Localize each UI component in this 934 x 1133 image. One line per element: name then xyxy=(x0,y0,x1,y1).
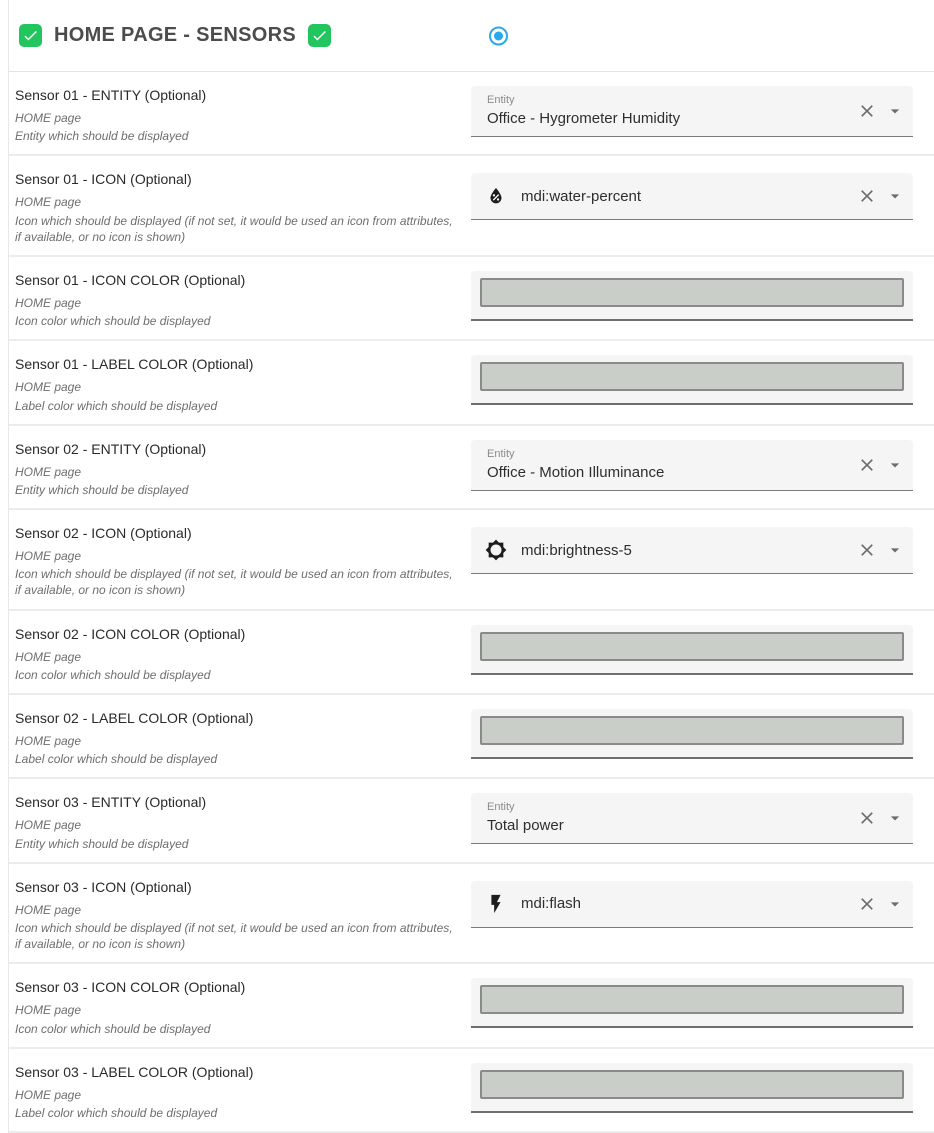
color-input[interactable] xyxy=(480,716,904,745)
color-input-wrap xyxy=(471,355,913,405)
radio-dot xyxy=(494,31,503,40)
row-text xyxy=(9,695,471,777)
row-title: Sensor 03 - ENTITY (Optional) xyxy=(15,794,207,811)
field-label: Entity xyxy=(487,801,515,814)
field-value: mdi:brightness-5 xyxy=(521,541,632,559)
icon-select[interactable] xyxy=(471,881,913,928)
field-value: mdi:water-percent xyxy=(521,187,642,205)
row-subtitle: HOME page xyxy=(15,464,82,479)
color-input-wrap xyxy=(471,271,913,321)
config-row xyxy=(9,611,934,695)
close-icon[interactable] xyxy=(857,808,877,828)
row-field xyxy=(471,510,913,609)
row-field xyxy=(471,964,913,1046)
row-field xyxy=(471,257,913,339)
row-subtitle: HOME page xyxy=(15,818,82,833)
entity-select[interactable] xyxy=(471,440,913,491)
row-subtitle: HOME page xyxy=(15,380,82,395)
config-row xyxy=(9,1049,934,1133)
row-description: Label color which should be displayed xyxy=(15,752,218,767)
config-row xyxy=(9,72,934,156)
row-title: Sensor 03 - ICON COLOR (Optional) xyxy=(15,979,246,996)
row-description: Entity which should be displayed xyxy=(15,129,189,144)
field-value: mdi:flash xyxy=(521,895,582,913)
row-field xyxy=(471,1049,913,1131)
config-row xyxy=(9,341,934,425)
row-field xyxy=(471,341,913,423)
row-subtitle: HOME page xyxy=(15,195,82,210)
icon-select[interactable] xyxy=(471,173,913,220)
close-icon[interactable] xyxy=(857,540,877,560)
radio-button-icon[interactable] xyxy=(489,26,508,45)
entity-select[interactable] xyxy=(471,793,913,844)
field-value: Office - Hygrometer Humidity xyxy=(487,110,681,127)
brightness-5-icon xyxy=(485,539,507,561)
row-description: Entity which should be displayed xyxy=(15,836,189,851)
chevron-down-icon[interactable] xyxy=(885,540,905,560)
color-input[interactable] xyxy=(480,632,904,661)
row-title: Sensor 02 - ENTITY (Optional) xyxy=(15,440,207,457)
row-subtitle: HOME page xyxy=(15,902,82,917)
row-title: Sensor 01 - ICON COLOR (Optional) xyxy=(15,271,246,288)
config-panel xyxy=(8,0,934,1133)
row-text xyxy=(9,341,471,423)
row-title: Sensor 03 - ICON (Optional) xyxy=(15,878,192,895)
row-text xyxy=(9,510,471,609)
close-icon[interactable] xyxy=(857,455,877,475)
close-icon[interactable] xyxy=(857,186,877,206)
row-description: Icon which should be displayed (if not set, it would be used an icon from attributes, if available, or no icon is shown) xyxy=(15,213,453,244)
row-text xyxy=(9,72,471,154)
chevron-down-icon[interactable] xyxy=(885,894,905,914)
close-icon[interactable] xyxy=(857,101,877,121)
row-field xyxy=(471,695,913,777)
row-subtitle: HOME page xyxy=(15,111,82,125)
icon-select[interactable] xyxy=(471,527,913,574)
color-input-wrap xyxy=(471,978,913,1028)
color-input[interactable] xyxy=(480,278,904,307)
row-text xyxy=(9,1049,471,1131)
config-row xyxy=(9,510,934,611)
row-description: Icon which should be displayed (if not set, it would be used an icon from attributes, if available, or no icon is shown) xyxy=(15,567,453,598)
row-description: Icon color which should be displayed xyxy=(15,1021,211,1036)
row-description: Icon which should be displayed (if not set, it would be used an icon from attributes, if available, or no icon is shown) xyxy=(15,920,453,952)
flash-icon xyxy=(485,893,507,915)
row-text xyxy=(9,426,471,508)
row-text xyxy=(9,964,471,1046)
row-subtitle: HOME page xyxy=(15,734,82,748)
row-title: Sensor 01 - ENTITY (Optional) xyxy=(15,87,207,103)
row-field xyxy=(471,864,913,963)
water-percent-icon xyxy=(485,185,507,207)
chevron-down-icon[interactable] xyxy=(885,455,905,475)
row-field xyxy=(471,156,913,255)
color-input[interactable] xyxy=(480,1070,904,1099)
field-value: Total power xyxy=(487,817,564,835)
chevron-down-icon[interactable] xyxy=(885,101,905,121)
field-value: Office - Motion Illuminance xyxy=(487,463,665,481)
row-description: Icon color which should be displayed xyxy=(15,667,211,682)
row-subtitle: HOME page xyxy=(15,649,82,664)
field-label: Entity xyxy=(487,447,515,460)
row-text xyxy=(9,257,471,339)
color-input-wrap xyxy=(471,1063,913,1113)
row-description: Label color which should be displayed xyxy=(15,398,218,413)
chevron-down-icon[interactable] xyxy=(885,186,905,206)
row-text xyxy=(9,864,471,963)
field-label: Entity xyxy=(487,94,515,106)
page-title: HOME PAGE - SENSORS xyxy=(54,24,297,46)
config-row xyxy=(9,779,934,863)
row-title: Sensor 02 - ICON (Optional) xyxy=(15,525,192,542)
config-row xyxy=(9,864,934,965)
row-field xyxy=(471,779,913,861)
row-text xyxy=(9,779,471,861)
config-row xyxy=(9,156,934,257)
check-mark-icon xyxy=(308,24,331,47)
row-field xyxy=(471,72,913,154)
config-row xyxy=(9,257,934,341)
entity-select[interactable] xyxy=(471,86,913,137)
row-title: Sensor 01 - ICON (Optional) xyxy=(15,171,192,188)
row-description: Icon color which should be displayed xyxy=(15,314,211,329)
row-subtitle: HOME page xyxy=(15,1087,82,1102)
row-subtitle: HOME page xyxy=(15,1003,82,1018)
color-input[interactable] xyxy=(480,985,904,1014)
chevron-down-icon[interactable] xyxy=(885,808,905,828)
color-input-wrap xyxy=(471,709,913,759)
page-header xyxy=(9,0,934,72)
config-rows xyxy=(9,72,934,1133)
config-row xyxy=(9,964,934,1048)
row-field xyxy=(471,611,913,693)
row-title: Sensor 02 - ICON COLOR (Optional) xyxy=(15,625,246,642)
row-text xyxy=(9,156,471,255)
row-subtitle: HOME page xyxy=(15,295,82,310)
row-title: Sensor 01 - LABEL COLOR (Optional) xyxy=(15,356,254,373)
row-field xyxy=(471,426,913,508)
check-mark-icon xyxy=(19,24,42,47)
color-input-wrap xyxy=(471,625,913,675)
close-icon[interactable] xyxy=(857,894,877,914)
row-description: Label color which should be displayed xyxy=(15,1105,218,1120)
row-text xyxy=(9,611,471,693)
row-title: Sensor 03 - LABEL COLOR (Optional) xyxy=(15,1063,254,1080)
config-row xyxy=(9,426,934,510)
color-input[interactable] xyxy=(480,362,904,391)
row-description: Entity which should be displayed xyxy=(15,482,189,497)
config-row xyxy=(9,695,934,779)
row-title: Sensor 02 - LABEL COLOR (Optional) xyxy=(15,710,254,726)
row-subtitle: HOME page xyxy=(15,549,82,564)
